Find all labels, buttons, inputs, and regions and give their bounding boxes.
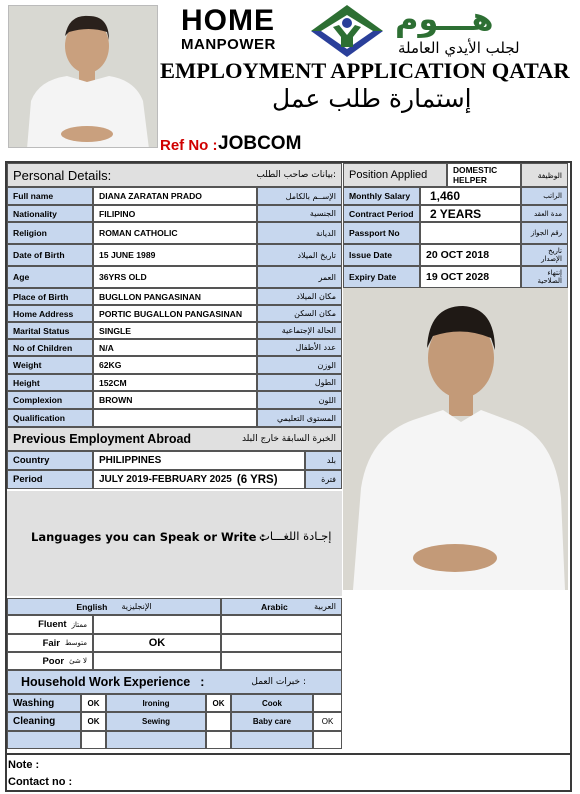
languages-heading-arabic: إجـادة اللغـــات (259, 529, 332, 543)
label-washing: Washing (7, 694, 81, 712)
label-religion-arabic: الديانة (257, 222, 342, 244)
label-weight: Weight (7, 356, 93, 374)
household-title-row (7, 670, 342, 694)
ref-value: JOBCOM (218, 133, 302, 154)
company-logo-icon (309, 3, 385, 59)
level-fluent (7, 615, 93, 634)
household-empty-cell (7, 731, 81, 749)
value-weight: 62KG (93, 356, 257, 374)
label-height: Height (7, 374, 93, 391)
level-fair-label-arabic: متوسط (65, 639, 87, 647)
logo-subtext-arabic: لجلب الأيدي العاملة (398, 39, 520, 57)
value-passport-no (420, 222, 521, 244)
label-contract-period: Contract Period (343, 205, 420, 222)
previous-employment-title: Previous Employment Abroad (7, 427, 232, 451)
person-silhouette-icon (343, 288, 568, 590)
label-marital-status-arabic: الحالة الإجتماعية (257, 322, 342, 339)
position-applied-title-arabic: الوظيفة (521, 163, 568, 187)
value-nationality: FILIPINO (93, 205, 257, 222)
label-sewing: Sewing (106, 712, 206, 731)
applicant-photo-large (343, 288, 568, 590)
label-expiry-date: Expiry Date (343, 266, 420, 288)
label-place-of-birth: Place of Birth (7, 288, 93, 305)
contact-label: Contact no : (8, 776, 73, 788)
label-nationality: Nationality (7, 205, 93, 222)
label-height-arabic: الطول (257, 374, 342, 391)
label-date-of-birth-arabic: تاريخ الميلاد (257, 244, 342, 266)
household-title-arabic: خبرات العمل : (251, 677, 306, 687)
english-fair-value: OK (93, 634, 221, 652)
personal-details-title: Personal Details: (7, 163, 260, 187)
value-baby-care: OK (313, 712, 342, 731)
previous-employment-title-arabic: الخبرة السابقة خارج البلد (232, 427, 342, 451)
value-complexion: BROWN (93, 391, 257, 409)
label-full-name: Full name (7, 187, 93, 205)
english-poor-value (93, 652, 221, 670)
household-empty-cell (106, 731, 206, 749)
value-home-address: PORTIC BUGALLON PANGASINAN (93, 305, 257, 322)
arabic-label-arabic: العربية (314, 602, 336, 611)
household-empty-cell (81, 731, 106, 749)
label-cleaning: Cleaning (7, 712, 81, 731)
label-qualification: Qualification (7, 409, 93, 427)
value-country: PHILIPPINES (93, 451, 305, 470)
label-age-arabic: العمر (257, 266, 342, 288)
value-cleaning: OK (81, 712, 106, 731)
value-washing: OK (81, 694, 106, 712)
languages-heading-block (7, 491, 342, 596)
label-age: Age (7, 266, 93, 288)
value-age: 36YRS OLD (93, 266, 257, 288)
household-empty-cell (313, 731, 342, 749)
level-poor-label-arabic: لا شئ (69, 657, 87, 665)
label-monthly-salary: Monthly Salary (343, 187, 420, 205)
label-children: No of Children (7, 339, 93, 356)
value-cook (313, 694, 342, 712)
label-religion: Religion (7, 222, 93, 244)
level-fair (7, 634, 93, 652)
logo-text-arabic: هـــوم (395, 0, 494, 38)
label-passport-no-arabic: رقم الجواز (521, 222, 568, 244)
value-issue-date: 20 OCT 2018 (420, 244, 521, 266)
household-empty-cell (206, 731, 231, 749)
form-title: EMPLOYMENT APPLICATION QATAR (160, 58, 570, 83)
value-period-years: (6 YRS) (236, 473, 278, 486)
value-place-of-birth: BUGLLON PANGASINAN (93, 288, 257, 305)
label-qualification-arabic: المستوى التعليمي (257, 409, 342, 427)
label-children-arabic: عدد الأطفال (257, 339, 342, 356)
label-country-arabic: بلد (305, 451, 342, 470)
arabic-poor-value (221, 652, 342, 670)
label-period-arabic: فترة (305, 470, 342, 489)
english-label: English (76, 601, 108, 612)
label-home-address: Home Address (7, 305, 93, 322)
household-title-separator: : (200, 675, 205, 689)
arabic-fluent-value (221, 615, 342, 634)
label-passport-no: Passport No (343, 222, 420, 244)
level-poor (7, 652, 93, 670)
applicant-photo-small (8, 5, 158, 148)
value-monthly-salary: 1,460 (420, 187, 521, 205)
label-complexion-arabic: اللون (257, 391, 342, 409)
label-home-address-arabic: مكان السكن (257, 305, 342, 322)
label-complexion: Complexion (7, 391, 93, 409)
label-marital-status: Marital Status (7, 322, 93, 339)
label-baby-care: Baby care (231, 712, 313, 731)
footer-frame (5, 755, 572, 792)
arabic-column-header (221, 598, 342, 615)
value-full-name: DIANA ZARATAN PRADO (93, 187, 257, 205)
level-fluent-label: Fluent (38, 619, 67, 630)
form-title-arabic: إستمارة طلب عمل (272, 84, 472, 113)
label-monthly-salary-arabic: الراتب (521, 187, 568, 205)
label-issue-date: Issue Date (343, 244, 420, 266)
label-nationality-arabic: الجنسية (257, 205, 342, 222)
value-sewing (206, 712, 231, 731)
english-column-header (7, 598, 221, 615)
label-cook: Cook (231, 694, 313, 712)
value-height: 152CM (93, 374, 257, 391)
level-fluent-label-arabic: ممتاز (71, 620, 87, 629)
household-empty-cell (231, 731, 313, 749)
english-label-arabic: الإنجليزية (121, 602, 152, 611)
value-religion: ROMAN CATHOLIC (93, 222, 257, 244)
label-contract-period-arabic: مدة العقد (521, 205, 568, 222)
position-applied-value: DOMESTIC HELPER (447, 163, 521, 187)
value-period-cell (93, 470, 305, 489)
value-period: JULY 2019-FEBRUARY 2025 (99, 474, 232, 485)
personal-details-title-arabic: بيانات صاحب الطلب: (237, 163, 342, 187)
label-period: Period (7, 470, 93, 489)
label-full-name-arabic: الإســم بالكامل (257, 187, 342, 205)
label-country: Country (7, 451, 93, 470)
label-ironing: Ironing (106, 694, 206, 712)
note-label: Note : (8, 759, 40, 771)
logo-text-manpower: MANPOWER (181, 36, 276, 53)
label-weight-arabic: الوزن (257, 356, 342, 374)
logo-text-home: HOME (181, 4, 275, 37)
english-fluent-value (93, 615, 221, 634)
household-title: Household Work Experience (21, 675, 191, 689)
value-contract-period: 2 YEARS (420, 205, 521, 222)
value-date-of-birth: 15 JUNE 1989 (93, 244, 257, 266)
arabic-label: Arabic (261, 601, 288, 612)
label-place-of-birth-arabic: مكان الميلاد (257, 288, 342, 305)
level-poor-label: Poor (42, 655, 65, 667)
value-children: N/A (93, 339, 257, 356)
languages-heading: Languages you can Speak or Write : (31, 530, 265, 544)
position-applied-title: Position Applied (343, 163, 447, 187)
label-expiry-date-arabic: إنتهاء الصلاحية (521, 266, 568, 288)
person-silhouette-icon (9, 6, 158, 148)
arabic-fair-value (221, 634, 342, 652)
ref-label: Ref No : (160, 137, 218, 154)
value-qualification (93, 409, 257, 427)
label-date-of-birth: Date of Birth (7, 244, 93, 266)
value-expiry-date: 19 OCT 2028 (420, 266, 521, 288)
value-ironing: OK (206, 694, 231, 712)
value-marital-status: SINGLE (93, 322, 257, 339)
level-fair-label: Fair (42, 637, 60, 649)
label-issue-date-arabic: تاريخ الإصدار (521, 244, 568, 266)
